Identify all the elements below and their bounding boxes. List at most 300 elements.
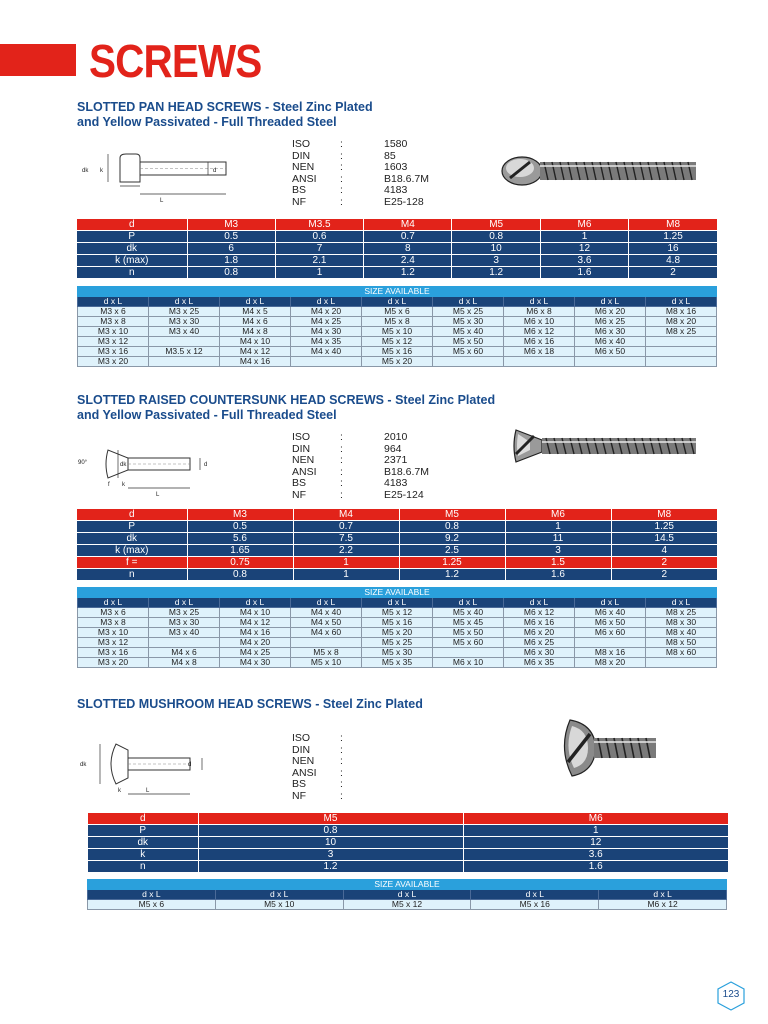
size-col-label: d x L bbox=[471, 890, 599, 900]
standard-row bbox=[292, 779, 464, 791]
spec-cell: 0.8 bbox=[198, 825, 463, 837]
size-cell: M5 x 16 bbox=[362, 347, 433, 357]
spec-cell: M5 bbox=[399, 509, 505, 521]
spec-row bbox=[88, 825, 728, 837]
spec-row bbox=[77, 231, 717, 243]
size-cell: M4 x 20 bbox=[220, 638, 291, 648]
spec-cell: 1 bbox=[463, 825, 728, 837]
size-cell: M5 x 12 bbox=[362, 337, 433, 347]
standard-row bbox=[292, 455, 464, 467]
size-cell: M4 x 10 bbox=[220, 337, 291, 347]
standard-colon: : bbox=[340, 778, 343, 791]
drawing-label-angle: 90° bbox=[78, 460, 88, 466]
section-title-raised-countersunk bbox=[77, 393, 495, 423]
standard-key: NEN bbox=[292, 755, 315, 768]
drawing-label-L: L bbox=[146, 788, 150, 794]
mushroom-screw-drawing bbox=[78, 738, 218, 800]
spec-table-mushroom bbox=[88, 813, 728, 873]
spec-cell: M6 bbox=[540, 219, 628, 231]
size-col-label: d x L bbox=[291, 297, 362, 307]
size-cell: M4 x 12 bbox=[220, 347, 291, 357]
size-cell: M6 x 12 bbox=[504, 608, 575, 618]
size-cell: M6 x 16 bbox=[504, 618, 575, 628]
size-cell: M3 x 6 bbox=[78, 307, 149, 317]
standard-colon: : bbox=[340, 454, 343, 467]
size-col-label: d x L bbox=[575, 598, 646, 608]
standard-colon: : bbox=[340, 766, 343, 779]
size-cell: M4 x 60 bbox=[291, 628, 362, 638]
size-row bbox=[78, 357, 717, 367]
spec-cell: 3.6 bbox=[540, 255, 628, 267]
size-header: SIZE AVAILABLE bbox=[78, 588, 717, 598]
standard-value: 4183 bbox=[384, 477, 408, 490]
standard-row bbox=[292, 745, 464, 757]
size-cell bbox=[646, 337, 717, 347]
size-cell: M6 x 8 bbox=[504, 307, 575, 317]
standard-colon: : bbox=[340, 149, 343, 162]
size-col-label: d x L bbox=[433, 598, 504, 608]
size-col-label: d x L bbox=[575, 297, 646, 307]
standard-colon: : bbox=[340, 743, 343, 756]
size-cell: M6 x 40 bbox=[575, 608, 646, 618]
size-cell: M5 x 35 bbox=[362, 658, 433, 668]
page-number: 123 bbox=[722, 989, 740, 1000]
size-cell bbox=[646, 347, 717, 357]
spec-cell: 2 bbox=[611, 569, 717, 581]
spec-label: dk bbox=[88, 837, 198, 849]
standard-value: B18.6.7M bbox=[384, 172, 429, 185]
spec-label: P bbox=[77, 231, 187, 243]
size-cell: M6 x 35 bbox=[504, 658, 575, 668]
size-cell: M5 x 60 bbox=[433, 638, 504, 648]
standard-key: DIN bbox=[292, 743, 311, 756]
spec-label: d bbox=[77, 219, 187, 231]
size-cell: M6 x 25 bbox=[575, 317, 646, 327]
size-col-label: d x L bbox=[504, 297, 575, 307]
size-cell: M5 x 8 bbox=[362, 317, 433, 327]
standard-row bbox=[292, 733, 464, 745]
size-cell: M6 x 50 bbox=[575, 618, 646, 628]
spec-cell: 1.6 bbox=[463, 861, 728, 873]
standard-value bbox=[384, 745, 464, 757]
spec-cell: M3 bbox=[187, 509, 293, 521]
spec-cell: 1.25 bbox=[611, 521, 717, 533]
section-title-line2: and Yellow Passivated - Full Threaded Steel bbox=[77, 408, 337, 422]
size-col-label: d x L bbox=[504, 598, 575, 608]
standard-colon: : bbox=[340, 465, 343, 478]
spec-label: d bbox=[77, 509, 187, 521]
standards-list-mushroom bbox=[292, 733, 464, 803]
spec-cell: 1.5 bbox=[505, 557, 611, 569]
spec-label: k bbox=[88, 849, 198, 861]
size-cell: M3 x 16 bbox=[78, 347, 149, 357]
size-cell: M5 x 8 bbox=[291, 648, 362, 658]
spec-row bbox=[77, 509, 717, 521]
size-cell: M4 x 30 bbox=[291, 327, 362, 337]
size-cell: M6 x 60 bbox=[575, 628, 646, 638]
spec-label: k (max) bbox=[77, 255, 187, 267]
countersunk-screw-photo bbox=[510, 424, 700, 468]
standard-value bbox=[384, 733, 464, 745]
size-cell: M6 x 30 bbox=[504, 648, 575, 658]
size-cell: M8 x 40 bbox=[646, 628, 717, 638]
spec-cell: 0.75 bbox=[187, 557, 293, 569]
size-cell: M5 x 6 bbox=[362, 307, 433, 317]
size-row bbox=[78, 347, 717, 357]
spec-cell: 7 bbox=[275, 243, 363, 255]
spec-cell: 1 bbox=[293, 569, 399, 581]
size-cell bbox=[291, 638, 362, 648]
size-cell: M5 x 30 bbox=[362, 648, 433, 658]
standard-value: E25-124 bbox=[384, 488, 424, 501]
spec-cell: 4 bbox=[611, 545, 717, 557]
spec-cell: M3 bbox=[187, 219, 275, 231]
standard-key: ANSI bbox=[292, 172, 317, 185]
size-cell: M3 x 8 bbox=[78, 317, 149, 327]
size-col-label: d x L bbox=[78, 598, 149, 608]
size-cell: M6 x 20 bbox=[504, 628, 575, 638]
spec-cell: 12 bbox=[540, 243, 628, 255]
spec-cell: 1 bbox=[293, 557, 399, 569]
spec-cell: 12 bbox=[463, 837, 728, 849]
size-cell: M4 x 12 bbox=[220, 618, 291, 628]
size-cell: M4 x 10 bbox=[220, 608, 291, 618]
pan-head-screw-drawing bbox=[80, 146, 245, 208]
size-cell bbox=[149, 337, 220, 347]
size-row bbox=[78, 638, 717, 648]
spec-row bbox=[88, 837, 728, 849]
size-header-row bbox=[78, 588, 717, 598]
spec-cell: 0.8 bbox=[399, 521, 505, 533]
spec-cell: M4 bbox=[364, 219, 452, 231]
section-title-mushroom-head bbox=[77, 697, 423, 712]
size-row bbox=[78, 618, 717, 628]
standard-value: 2010 bbox=[384, 431, 408, 443]
size-cell bbox=[504, 357, 575, 367]
standard-key: ISO bbox=[292, 431, 311, 443]
spec-cell: M8 bbox=[611, 509, 717, 521]
spec-row bbox=[77, 255, 717, 267]
drawing-label-f: f bbox=[108, 482, 110, 488]
standard-row bbox=[292, 432, 464, 444]
standard-value: 4183 bbox=[384, 184, 408, 197]
size-cell: M5 x 50 bbox=[433, 628, 504, 638]
standard-key: DIN bbox=[292, 149, 311, 162]
spec-cell: 1.25 bbox=[629, 231, 717, 243]
spec-label: n bbox=[77, 267, 187, 279]
size-column-row bbox=[78, 297, 717, 307]
size-cell: M4 x 16 bbox=[220, 357, 291, 367]
spec-row bbox=[77, 545, 717, 557]
spec-cell: 0.5 bbox=[187, 231, 275, 243]
standard-value bbox=[384, 768, 464, 780]
size-cell: M5 x 20 bbox=[362, 357, 433, 367]
size-cell: M3 x 40 bbox=[149, 327, 220, 337]
size-row bbox=[78, 628, 717, 638]
size-col-label: d x L bbox=[646, 598, 717, 608]
size-col-label: d x L bbox=[149, 297, 220, 307]
size-cell: M4 x 8 bbox=[220, 327, 291, 337]
spec-table-pan-head bbox=[77, 219, 717, 279]
standard-row bbox=[292, 756, 464, 768]
standard-row bbox=[292, 185, 464, 197]
spec-cell: 11 bbox=[505, 533, 611, 545]
spec-cell: 3.6 bbox=[463, 849, 728, 861]
spec-row bbox=[88, 813, 728, 825]
spec-cell: 9.2 bbox=[399, 533, 505, 545]
drawing-label-d: d bbox=[204, 462, 208, 468]
spec-cell: 2 bbox=[611, 557, 717, 569]
size-col-label: d x L bbox=[88, 890, 216, 900]
size-cell bbox=[575, 357, 646, 367]
spec-cell: 1.2 bbox=[198, 861, 463, 873]
size-cell bbox=[575, 638, 646, 648]
size-cell: M5 x 12 bbox=[343, 900, 471, 910]
standard-key: ANSI bbox=[292, 465, 317, 478]
size-cell: M8 x 25 bbox=[646, 327, 717, 337]
standard-value: 1580 bbox=[384, 138, 408, 150]
size-cell: M3 x 10 bbox=[78, 628, 149, 638]
drawing-label-L: L bbox=[156, 492, 160, 498]
size-cell: M4 x 6 bbox=[149, 648, 220, 658]
standard-key: ISO bbox=[292, 138, 311, 150]
standard-row bbox=[292, 174, 464, 186]
spec-cell: 14.5 bbox=[611, 533, 717, 545]
spec-cell: 4.8 bbox=[629, 255, 717, 267]
size-row bbox=[78, 648, 717, 658]
spec-cell: 2 bbox=[629, 267, 717, 279]
size-row bbox=[78, 608, 717, 618]
spec-cell: 0.5 bbox=[187, 521, 293, 533]
standard-row bbox=[292, 139, 464, 151]
spec-cell: 0.8 bbox=[187, 267, 275, 279]
size-cell: M3 x 12 bbox=[78, 638, 149, 648]
spec-cell: 1.6 bbox=[505, 569, 611, 581]
spec-label: dk bbox=[77, 533, 187, 545]
spec-label: k (max) bbox=[77, 545, 187, 557]
size-col-label: d x L bbox=[215, 890, 343, 900]
standard-colon: : bbox=[340, 789, 343, 802]
size-cell: M6 x 30 bbox=[575, 327, 646, 337]
drawing-label-d: d bbox=[188, 762, 192, 768]
size-col-label: d x L bbox=[646, 297, 717, 307]
size-cell: M3.5 x 12 bbox=[149, 347, 220, 357]
spec-label: P bbox=[88, 825, 198, 837]
size-col-label: d x L bbox=[362, 598, 433, 608]
spec-cell: 1 bbox=[505, 521, 611, 533]
size-header: SIZE AVAILABLE bbox=[88, 880, 727, 890]
standard-colon: : bbox=[340, 732, 343, 744]
size-cell: M6 x 25 bbox=[504, 638, 575, 648]
standard-value: 2371 bbox=[384, 454, 408, 467]
page-number-badge bbox=[716, 981, 746, 1011]
standard-colon: : bbox=[340, 431, 343, 443]
spec-cell: 1.6 bbox=[540, 267, 628, 279]
size-row bbox=[78, 307, 717, 317]
standard-value: E25-128 bbox=[384, 195, 424, 208]
size-row bbox=[88, 900, 727, 910]
standard-colon: : bbox=[340, 138, 343, 150]
drawing-label-dk: dk bbox=[120, 462, 127, 468]
size-row bbox=[78, 337, 717, 347]
spec-row bbox=[77, 219, 717, 231]
size-cell: M8 x 20 bbox=[646, 317, 717, 327]
size-cell: M3 x 20 bbox=[78, 658, 149, 668]
size-cell: M3 x 40 bbox=[149, 628, 220, 638]
standard-colon: : bbox=[340, 195, 343, 208]
size-col-label: d x L bbox=[362, 297, 433, 307]
size-cell: M4 x 25 bbox=[291, 317, 362, 327]
standard-key: ANSI bbox=[292, 766, 317, 779]
spec-cell: 1.8 bbox=[187, 255, 275, 267]
standard-row bbox=[292, 197, 464, 209]
size-cell: M8 x 30 bbox=[646, 618, 717, 628]
spec-cell: 10 bbox=[198, 837, 463, 849]
size-cell: M3 x 30 bbox=[149, 317, 220, 327]
size-cell: M5 x 40 bbox=[433, 608, 504, 618]
size-cell: M8 x 16 bbox=[575, 648, 646, 658]
spec-cell: 0.7 bbox=[293, 521, 399, 533]
size-cell: M4 x 16 bbox=[220, 628, 291, 638]
standard-key: BS bbox=[292, 477, 307, 490]
standard-colon: : bbox=[340, 161, 343, 174]
spec-cell: M6 bbox=[505, 509, 611, 521]
spec-row bbox=[77, 569, 717, 581]
size-cell: M4 x 40 bbox=[291, 608, 362, 618]
size-cell: M5 x 10 bbox=[291, 658, 362, 668]
standard-row bbox=[292, 444, 464, 456]
size-cell: M8 x 25 bbox=[646, 608, 717, 618]
spec-label: P bbox=[77, 521, 187, 533]
size-table-countersunk bbox=[77, 587, 717, 668]
page-title: SCREWS bbox=[89, 35, 262, 87]
spec-cell: 2.5 bbox=[399, 545, 505, 557]
spec-row bbox=[88, 861, 728, 873]
drawing-label-dk: dk bbox=[80, 762, 87, 768]
size-col-label: d x L bbox=[433, 297, 504, 307]
size-cell: M6 x 10 bbox=[504, 317, 575, 327]
standard-key: BS bbox=[292, 778, 307, 791]
size-cell: M3 x 16 bbox=[78, 648, 149, 658]
section-title-line2: and Yellow Passivated - Full Threaded Steel bbox=[77, 115, 337, 129]
spec-cell: 1.2 bbox=[364, 267, 452, 279]
size-cell: M3 x 8 bbox=[78, 618, 149, 628]
size-cell: M4 x 20 bbox=[291, 307, 362, 317]
size-cell: M6 x 12 bbox=[504, 327, 575, 337]
spec-cell: 6 bbox=[187, 243, 275, 255]
size-cell: M5 x 60 bbox=[433, 347, 504, 357]
size-cell: M3 x 25 bbox=[149, 608, 220, 618]
spec-cell: 0.6 bbox=[275, 231, 363, 243]
size-cell: M5 x 25 bbox=[433, 307, 504, 317]
size-cell: M6 x 12 bbox=[599, 900, 727, 910]
size-cell: M5 x 16 bbox=[471, 900, 599, 910]
spec-row bbox=[77, 243, 717, 255]
spec-cell: 2.2 bbox=[293, 545, 399, 557]
spec-row bbox=[77, 521, 717, 533]
spec-cell: M5 bbox=[198, 813, 463, 825]
size-row bbox=[78, 658, 717, 668]
spec-cell: 16 bbox=[629, 243, 717, 255]
standard-key: DIN bbox=[292, 442, 311, 455]
spec-cell: 2.1 bbox=[275, 255, 363, 267]
size-cell: M4 x 50 bbox=[291, 618, 362, 628]
standard-row bbox=[292, 791, 464, 803]
size-cell: M3 x 25 bbox=[149, 307, 220, 317]
size-cell: M8 x 20 bbox=[575, 658, 646, 668]
size-cell: M6 x 40 bbox=[575, 337, 646, 347]
size-cell: M5 x 12 bbox=[362, 608, 433, 618]
spec-cell: 0.8 bbox=[452, 231, 540, 243]
spec-cell: 1 bbox=[275, 267, 363, 279]
pan-head-screw-photo bbox=[500, 148, 700, 194]
spec-cell: 7.5 bbox=[293, 533, 399, 545]
size-cell: M6 x 20 bbox=[575, 307, 646, 317]
spec-cell: 1.2 bbox=[452, 267, 540, 279]
size-col-label: d x L bbox=[291, 598, 362, 608]
standard-key: NF bbox=[292, 195, 306, 208]
standard-colon: : bbox=[340, 488, 343, 501]
size-cell: M3 x 10 bbox=[78, 327, 149, 337]
size-cell: M6 x 10 bbox=[433, 658, 504, 668]
standard-colon: : bbox=[340, 184, 343, 197]
spec-label: dk bbox=[77, 243, 187, 255]
spec-table-countersunk bbox=[77, 509, 717, 581]
title-accent-bar bbox=[0, 44, 76, 76]
standard-key: BS bbox=[292, 184, 307, 197]
size-cell: M4 x 8 bbox=[149, 658, 220, 668]
spec-cell: 10 bbox=[452, 243, 540, 255]
spec-cell: 1.2 bbox=[399, 569, 505, 581]
standard-row bbox=[292, 490, 464, 502]
size-col-label: d x L bbox=[599, 890, 727, 900]
size-cell: M4 x 25 bbox=[220, 648, 291, 658]
standard-value: B18.6.7M bbox=[384, 465, 429, 478]
spec-label: f = bbox=[77, 557, 187, 569]
size-cell: M4 x 5 bbox=[220, 307, 291, 317]
spec-cell: 1.65 bbox=[187, 545, 293, 557]
spec-cell: 5.6 bbox=[187, 533, 293, 545]
standard-key: ISO bbox=[292, 732, 311, 744]
size-cell: M6 x 50 bbox=[575, 347, 646, 357]
standard-value bbox=[384, 756, 464, 768]
standard-colon: : bbox=[340, 172, 343, 185]
size-cell: M8 x 50 bbox=[646, 638, 717, 648]
standard-value bbox=[384, 779, 464, 791]
size-col-label: d x L bbox=[78, 297, 149, 307]
size-cell bbox=[149, 638, 220, 648]
standard-value: 85 bbox=[384, 149, 396, 162]
size-header-row bbox=[88, 880, 727, 890]
size-column-row bbox=[78, 598, 717, 608]
size-cell: M5 x 30 bbox=[433, 317, 504, 327]
spec-cell: M6 bbox=[463, 813, 728, 825]
size-cell bbox=[646, 658, 717, 668]
spec-label: n bbox=[77, 569, 187, 581]
size-cell: M6 x 16 bbox=[504, 337, 575, 347]
size-cell: M5 x 25 bbox=[362, 638, 433, 648]
drawing-label-k: k bbox=[122, 482, 125, 488]
size-cell: M5 x 10 bbox=[362, 327, 433, 337]
size-table-mushroom bbox=[87, 879, 727, 910]
standard-colon: : bbox=[340, 442, 343, 455]
spec-cell: M4 bbox=[293, 509, 399, 521]
size-row bbox=[78, 317, 717, 327]
size-header: SIZE AVAILABLE bbox=[78, 287, 717, 297]
standard-key: NF bbox=[292, 488, 306, 501]
section-title-line1: SLOTTED MUSHROOM HEAD SCREWS - Steel Zinc Plated bbox=[77, 697, 423, 711]
size-cell bbox=[433, 357, 504, 367]
